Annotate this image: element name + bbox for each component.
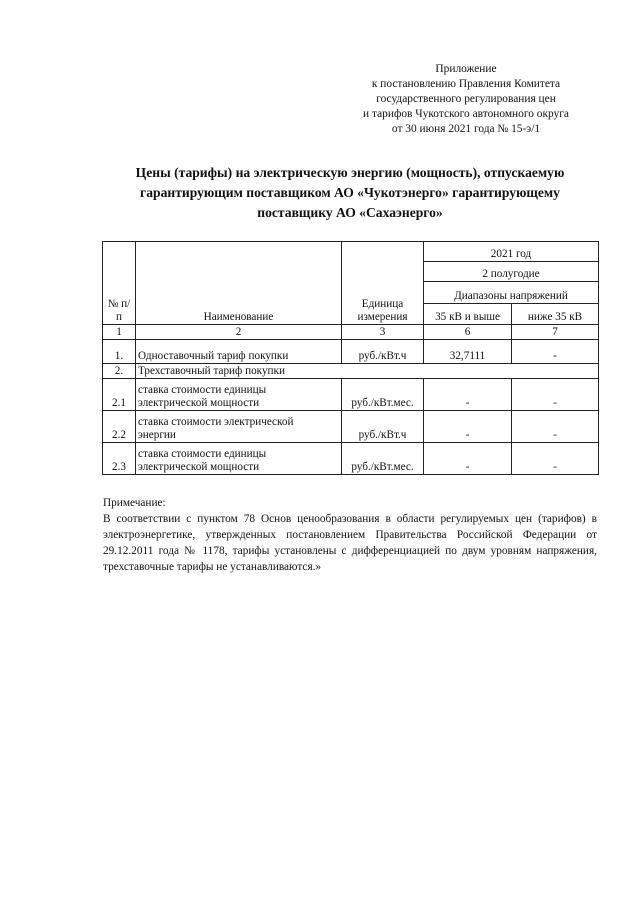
tariff-table	[102, 241, 599, 475]
note-text: В соответствии с пунктом 78 Основ ценообразования в области регулируемых цен (тарифов) в электроэнергетике, утвержденных постановлением Правительства Российской Федерации от 29.12.2011 года № 1178, тарифы установлены с дифференциацией по двум уровням напряжения, трехставочные тарифы не устанавливаются.»	[103, 513, 597, 573]
col-number: 1	[103, 325, 136, 340]
document-title	[102, 163, 598, 223]
row-value-hi: -	[424, 411, 512, 443]
header-year: 2021 год	[424, 242, 599, 262]
table-row	[103, 443, 599, 475]
row-name	[136, 411, 342, 443]
col-number: 2	[136, 325, 342, 340]
note-heading: Примечание:	[103, 497, 166, 509]
row-unit: руб./кВт.мес.	[342, 443, 424, 475]
header-ranges: Диапазоны напряжений	[424, 282, 599, 304]
row-value-lo: -	[512, 340, 599, 364]
row-value-lo: -	[512, 379, 599, 411]
row-num: 2.3	[103, 443, 136, 475]
title-line: поставщику АО «Сахаэнерго»	[257, 205, 443, 220]
appendix-header	[330, 62, 602, 137]
row-value-lo: -	[512, 443, 599, 475]
row-name	[136, 379, 342, 411]
row-num: 2.	[103, 364, 136, 379]
row-name-line: ставка стоимости электрической	[138, 416, 294, 428]
row-name-line: электрической мощности	[138, 461, 260, 473]
appendix-line: Приложение	[435, 63, 497, 75]
title-line: Цены (тарифы) на электрическую энергию (мощность), отпускаемую	[135, 165, 565, 180]
row-name-line: энергии	[138, 429, 176, 441]
header-num: № п/п	[103, 242, 136, 325]
appendix-line: от 30 июня 2021 года № 15-э/1	[391, 123, 541, 135]
table-row	[103, 340, 599, 364]
row-value-hi: -	[424, 379, 512, 411]
header-unit: Единица измерения	[342, 242, 424, 325]
row-unit: руб./кВт.ч	[342, 340, 424, 364]
header-col-lo: ниже 35 кВ	[512, 304, 599, 325]
appendix-line: и тарифов Чукотского автономного округа	[363, 108, 569, 120]
row-name-line: ставка стоимости единицы	[138, 448, 267, 460]
title-line: гарантирующим поставщиком АО «Чукотэнерго» гарантирующему	[140, 185, 560, 200]
col-number: 3	[342, 325, 424, 340]
table-row	[103, 379, 599, 411]
row-unit: руб./кВт.мес.	[342, 379, 424, 411]
row-name: Одноставочный тариф покупки	[136, 340, 342, 364]
appendix-line: государственного регулирования цен	[376, 93, 556, 105]
header-half: 2 полугодие	[424, 262, 599, 282]
row-value-hi: 32,7111	[424, 340, 512, 364]
table-row	[103, 411, 599, 443]
row-name	[136, 443, 342, 475]
col-number: 6	[424, 325, 512, 340]
table-row	[103, 364, 599, 379]
row-num: 1.	[103, 340, 136, 364]
row-name: Трехставочный тариф покупки	[136, 364, 599, 379]
header-name: Наименование	[136, 242, 342, 325]
appendix-line: к постановлению Правления Комитета	[371, 78, 561, 90]
row-unit: руб./кВт.ч	[342, 411, 424, 443]
row-num: 2.2	[103, 411, 136, 443]
row-value-lo: -	[512, 411, 599, 443]
row-num: 2.1	[103, 379, 136, 411]
note-section	[103, 495, 597, 575]
row-name-line: ставка стоимости единицы	[138, 384, 267, 396]
row-value-hi: -	[424, 443, 512, 475]
header-col-hi: 35 кВ и выше	[424, 304, 512, 325]
row-name-line: электрической мощности	[138, 397, 260, 409]
col-number: 7	[512, 325, 599, 340]
